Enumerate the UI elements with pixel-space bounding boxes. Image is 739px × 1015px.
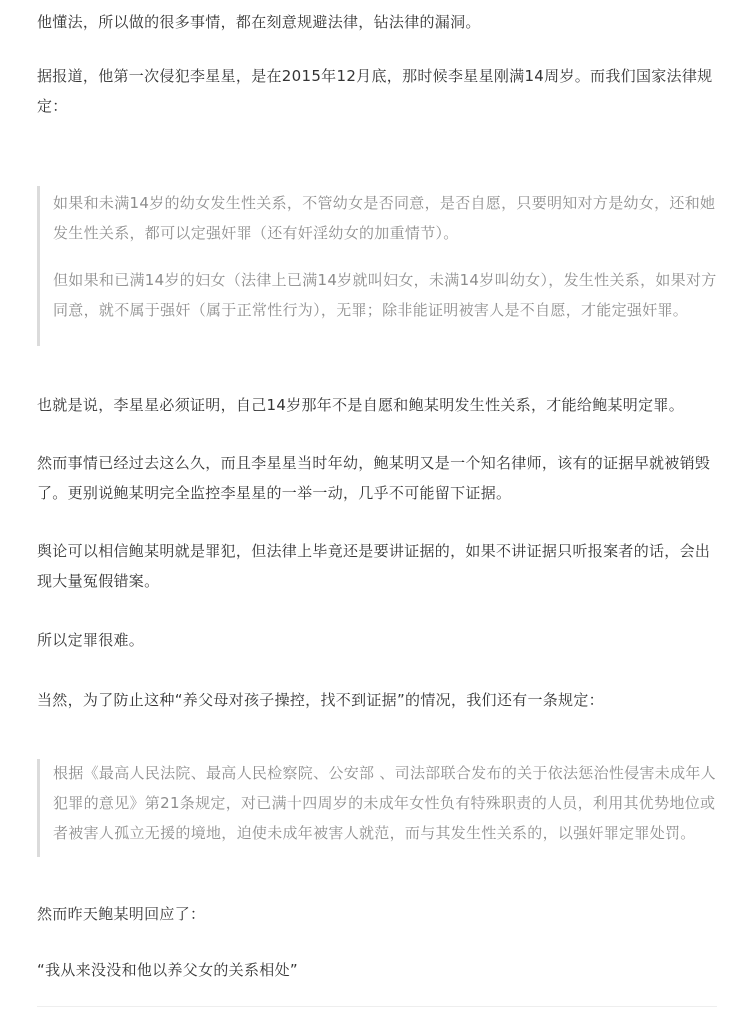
paragraph: 也就是说，李星星必须证明，自己14岁那年不是自愿和鲍某明发生性关系，才能给鲍某明定罪。	[37, 396, 684, 414]
paragraph: 舆论可以相信鲍某明就是罪犯，但法律上毕竟还是要讲证据的，如果不讲证据只听报案者的话，会出现大量冤假错案。	[37, 542, 711, 590]
paragraph: 他懂法，所以做的很多事情，都在刻意规避法律，钻法律的漏洞。	[37, 13, 481, 31]
blockquote-law-2	[37, 759, 717, 857]
paragraph: 然而事情已经过去这么久，而且李星星当时年幼，鲍某明又是一个知名律师，该有的证据早就被销毁了。更别说鲍某明完全监控李星星的一举一动，几乎不可能留下证据。	[37, 454, 711, 502]
paragraph: 当然，为了防止这种“养父母对孩子操控，找不到证据”的情况，我们还有一条规定：	[37, 691, 604, 709]
paragraph: 据报道，他第一次侵犯李星星，是在2015年12月底，那时候李星星刚满14周岁。而我们国家法律规定：	[37, 67, 713, 115]
divider	[37, 1006, 717, 1007]
paragraph: “我从来没没和他以养父女的关系相处”	[37, 961, 298, 979]
blockquote-law-1	[37, 186, 717, 346]
paragraph: 所以定罪很难。	[37, 631, 145, 649]
paragraph: 然而昨天鲍某明回应了：	[37, 905, 206, 923]
quote-paragraph: 根据《最高人民法院、最高人民检察院、公安部 、司法部联合发布的关于依法惩治性侵害未成年人犯罪的意见》第21条规定，对已满十四周岁的未成年女性负有特殊职责的人员，利用其优势地位或者被害人孤立无援的境地，迫使未成年被害人就范，而与其发生性关系的，以强奸罪定罪处罚。	[53, 764, 716, 842]
quote-paragraph: 如果和未满14岁的幼女发生性关系，不管幼女是否同意，是否自愿，只要明知对方是幼女，还和她发生性关系，都可以定强奸罪（还有奸淫幼女的加重情节）。	[53, 194, 716, 242]
quote-paragraph: 但如果和已满14岁的妇女（法律上已满14岁就叫妇女，未满14岁叫幼女），发生性关系，如果对方同意，就不属于强奸（属于正常性行为），无罪；除非能证明被害人是不自愿，才能定强奸罪。	[53, 271, 717, 319]
